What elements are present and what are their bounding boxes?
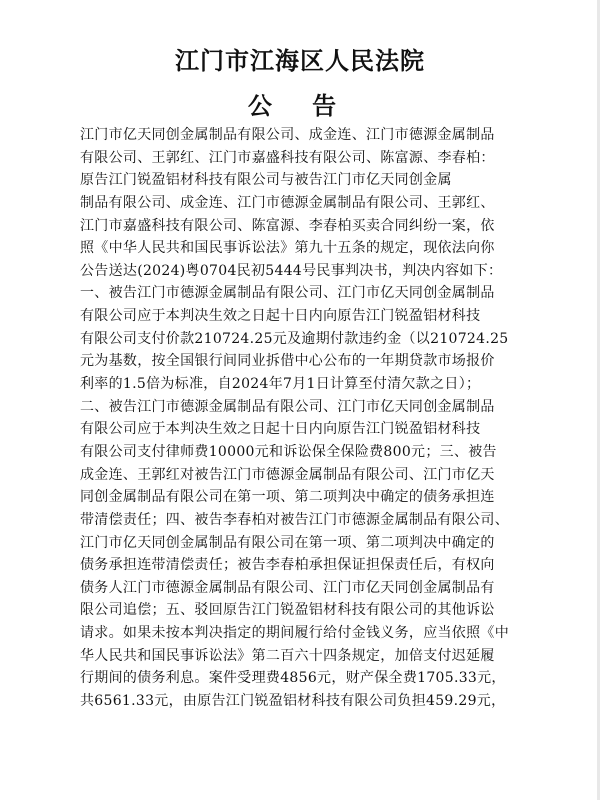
body-line: 利率的1.5倍为标准，自2024年7月1日计算至付清欠款之日）； [80, 376, 481, 393]
body-line: 限公司追偿；五、驳回原告江门锐盈铝材科技有限公司的其他诉讼 [80, 602, 495, 619]
body-line: 同创金属制品有限公司在第一项、第二项判决中确定的债务承担连 [80, 489, 495, 506]
body-line: 华人民共和国民事诉讼法》第二百六十四条规定，加倍支付迟延履 [80, 647, 495, 664]
body-line: 行期间的债务利息。案件受理费4856元，财产保全费1705.33元， [80, 670, 506, 687]
body-line: 共6561.33元，由原告江门锐盈铝材科技有限公司负担459.29元， [80, 693, 506, 710]
body-line: 元为基数，按全国银行间同业拆借中心公布的一年期贷款市场报价 [80, 353, 495, 370]
body-line: 有限公司应于本判决生效之日起十日内向原告江门锐盈铝材科技 [80, 421, 481, 438]
body-line: 带清偿责任；四、被告李春柏对被告江门市德源金属制品有限公司、 [80, 511, 509, 528]
body-line: 有限公司、王郭红、江门市嘉盛科技有限公司、陈富源、李春柏： [80, 149, 495, 166]
body-line: 照《中华人民共和国民事诉讼法》第九十五条的规定，现依法向你 [80, 240, 495, 257]
body-line: 制品有限公司、成金连、江门市德源金属制品有限公司、王郭红、 [80, 194, 495, 211]
body-line: 有限公司支付价款210724.25元及逾期付款违约金（以210724.25 [80, 330, 509, 347]
announcement-body [80, 124, 535, 713]
body-line: 债务承担连带清偿责任；被告李春柏承担保证担保责任后，有权向 [80, 557, 495, 574]
body-line: 有限公司支付律师费10000元和诉讼保全保险费800元；三、被告 [80, 443, 497, 460]
body-line: 债务人江门市德源金属制品有限公司、江门市亿天同创金属制品有 [80, 579, 495, 596]
body-line: 请求。如果未按本判决指定的期间履行给付金钱义务，应当依照《中 [80, 625, 509, 642]
body-line: 江门市亿天同创金属制品有限公司、成金连、江门市德源金属制品 [80, 127, 495, 143]
body-line: 成金连、王郭红对被告江门市德源金属制品有限公司、江门市亿天 [80, 466, 495, 483]
body-line: 二、被告江门市德源金属制品有限公司、江门市亿天同创金属制品 [80, 398, 495, 415]
body-line: 公告送达(2024)粤0704民初5444号民事判决书，判决内容如下： [80, 262, 503, 279]
body-line: 江门市嘉盛科技有限公司、陈富源、李春柏买卖合同纠纷一案，依 [80, 217, 495, 234]
court-name: 江门市江海区人民法院 [175, 46, 425, 75]
body-line: 有限公司应于本判决生效之日起十日内向原告江门锐盈铝材科技 [80, 308, 481, 325]
body-line: 原告江门锐盈铝材科技有限公司与被告江门市亿天同创金属 [80, 172, 452, 189]
body-line: 江门市亿天同创金属制品有限公司在第一项、第二项判决中确定的 [80, 534, 495, 551]
body-line: 一、被告江门市德源金属制品有限公司、江门市亿天同创金属制品 [80, 285, 495, 302]
document-title: 公 告 [247, 91, 353, 120]
